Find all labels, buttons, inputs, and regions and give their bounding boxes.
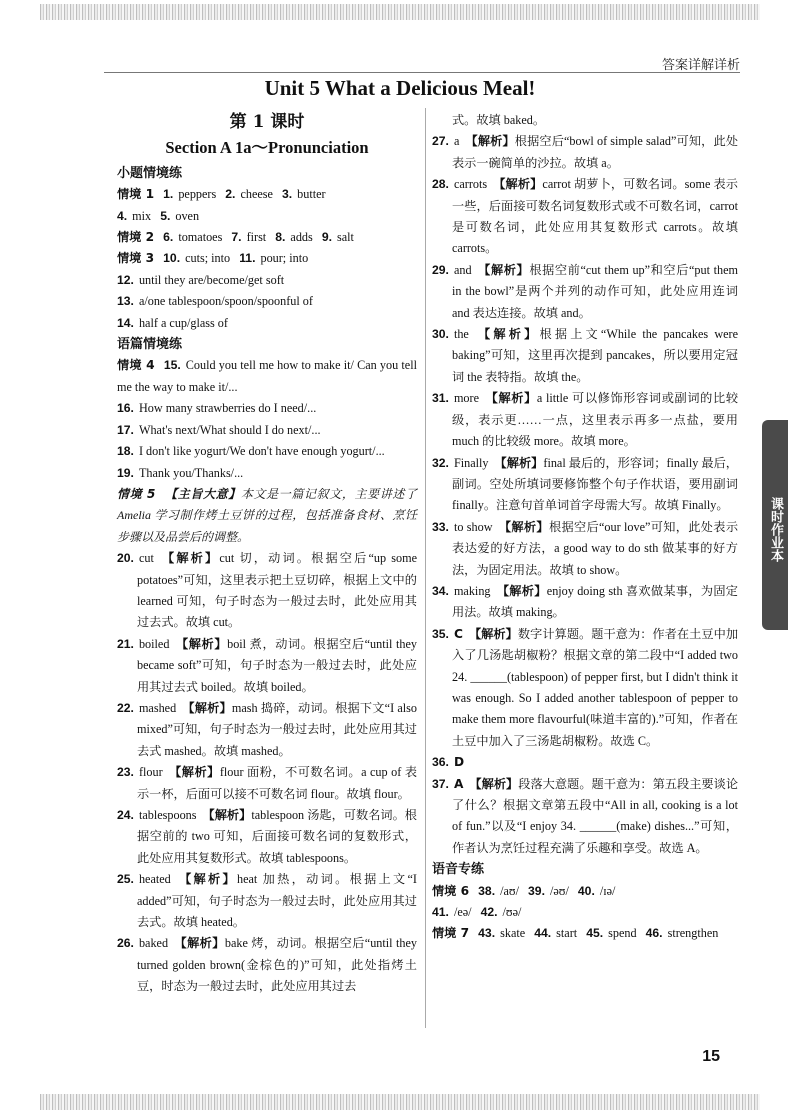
answer-line: 情境 1 1. peppers 2. cheese 3. butter [117,187,326,202]
explanation-item: 23. flour 【解析】flour 面粉，不可数名词。a cup of 表示一杯，后面可以接不可数名词 flour。故填 flour。 [117,765,418,801]
explanation-item: 26. baked 【解析】bake 烤，动词。根据空后“until they turned golden brown(金棕色的)”可知，此处指烤土豆，时态为一般过去时，此处应用其过去 [117,936,418,994]
explanation-item: 36. D [432,755,465,770]
answer-line: 18. I don't like yogurt/We don't have enough yogurt/... [117,444,385,459]
header-rule [104,72,740,73]
scan-border-bottom [40,1094,760,1110]
explanation-item: 25. heated 【解析】heat 加热，动词。根据上文“I added”可知，句子时态为一般过去时，此处应用其过去式。故填 heated。 [117,872,417,930]
explanation-item: 24. tablespoons 【解析】tablespoon 汤匙，可数名词。根据空前的 two 可知，后面接可数名词的复数形式，此处应用其复数形式。故填 tablespoons。 [117,808,417,865]
explanation-item: 37. A 【解析】段落大意题。题干意为：第五段主要谈论了什么？根据文章第五段中“All in all, cooking is a lot of fun.”以及“I enjoy 34. ______(make) dishes...”可知，作者认为烹饪过程充满了乐趣和享受。故选 A。 [432,776,739,855]
page-number: 15 [702,1048,720,1065]
explanation-item: 33. to show 【解析】根据空后“our love”可知，此处表示表达爱的好方法，a good way to do sth 做某事的好方法，为固定用法。故填 to show。 [432,519,739,577]
right-column [432,110,738,945]
explanation-item: 27. a 【解析】根据空后“bowl of simple salad”可知，此处表示一碗简单的沙拉。故填 a。 [432,134,739,170]
answer-line: 13. a/one tablespoon/spoon/spoonful of [117,294,313,309]
explanation-continued: 式。故填 baked。 [452,113,546,127]
section-title: Section A 1a～Pronunciation [165,138,369,158]
explanation-item: 22. mashed 【解析】mash 捣碎，动词。根据下文“I also mixed”可知，句子时态为一般过去时，此处应用其过去式 mashed。故填 mashed。 [117,700,418,758]
side-tab-label: 课时作业本 [768,496,783,562]
explanation-item: 28. carrots 【解析】carrot 胡萝卜，可数名词。some 表示一些，后面接可数名词复数形式或不可数名词，carrot 是可数名词，此处应用其复数形式 carrots。故填 carrots。 [432,177,738,256]
situation-tag: 情境 2 [117,230,155,245]
explanation-item: 32. Finally 【解析】final 最后的，形容词；finally 最后，副词。空处所填词要修饰整个句子作状语，要用副词 finally。注意句首单词首字母需大写。故填 Finally。 [432,455,738,513]
subheading-practice: 小题情境练 [117,165,183,181]
answer-line: 情境 3 10. cuts; into 11. pour; into [117,251,309,266]
answer-line: 12. until they are/become/get soft [117,272,285,287]
situation-tag: 情境 7 [432,926,470,941]
situation-tag: 情境 5 [117,486,156,501]
explanation-item: 35. C 【解析】数字计算题。题干意为：作者在土豆中加入了几汤匙胡椒粉？根据文章的第二段中“I added two 24. ______(tablespoon) of pepper first, but I didn't think it was enough. So I added another tablespoon of pepper to make them more flavourful(味道丰富的).”可知，作者在土豆中加入了三汤匙胡椒粉。故选 C。 [432,626,739,748]
situation-tag: 情境 4 [117,358,155,373]
situation-tag: 情境 6 [432,883,470,898]
explanation-item: 20. cut 【解析】cut 切，动词。根据空后“up some potatoes”可知，这里表示把土豆切碎，根据上文中的 learned 可知，句子时态为一般过去时，此处应用其过去式。故填 cut。 [117,551,418,630]
answer-line: 情境 6 38. /aʊ/ 39. /əʊ/ 40. /ɪə/ [432,883,616,898]
left-column [117,110,417,998]
column-divider [425,108,426,1028]
explanation-item: 29. and 【解析】根据空前“cut them up”和空后“put them in the bowl”是两个并列的动作可知，此处应用连词 and 表达连接。故填 and。 [432,262,739,320]
header-note: 答案详解详析 [661,58,740,73]
passage-summary: 情境 5 【主旨大意】本文是一篇记叙文，主要讲述了 Amelia 学习制作烤土豆饼的过程，包括准备食材、烹饪步骤以及品尝后的调整。 [117,486,418,544]
answer-line: 情境 7 43. skate 44. start 45. spend 46. strengthen [432,926,719,941]
explanation-item: 31. more 【解析】a little 可以修饰形容词或副词的比较级，表示更……一点，这里表示再多一点盐，要用 much 的比较级 more。故填 more。 [432,391,739,449]
explanation-item: 30. the 【解析】根据上文“While the pancakes were baking”可知，这里再次提到 pancakes，所以要用定冠词 the 表特指。故填 the。 [432,327,738,384]
situation-tag: 情境 3 [117,251,155,266]
side-tab [741,420,788,630]
answer-line: 14. half a cup/glass of [117,315,228,330]
answer-line: 4. mix 5. oven [117,208,200,223]
subheading-discourse: 语篇情境练 [117,337,183,353]
lesson-title: 第 1 课时 [229,112,305,132]
scan-border-top [40,4,760,20]
side-tab-unit: Unit 5 [741,516,757,564]
explanation-item: 21. boiled 【解析】boil 煮，动词。根据空后“until they became soft”可知，句子时态为一般过去时，此处应用其过去式 boiled。故填 boiled。 [117,636,417,694]
answer-line: 19. Thank you/Thanks/... [117,465,244,480]
answer-line: 情境 2 6. tomatoes 7. first 8. adds 9. salt [117,230,354,245]
unit-title: Unit 5 What a Delicious Meal! [264,76,536,100]
answer-line: 16. How many strawberries do I need/... [117,401,317,416]
situation-tag: 情境 1 [117,187,155,202]
answer-line: 41. /eə/ 42. /ʊə/ [432,905,522,920]
answer-line: 情境 4 15. Could you tell me how to make it/ Can you tell me the way to make it/... [117,358,417,394]
answer-line: 17. What's next/What should I do next/... [117,422,321,437]
explanation-item: 34. making 【解析】enjoy doing sth 喜欢做某事，为固定用法。故填 making。 [432,583,738,620]
subheading-pronunciation: 语音专练 [432,862,485,878]
